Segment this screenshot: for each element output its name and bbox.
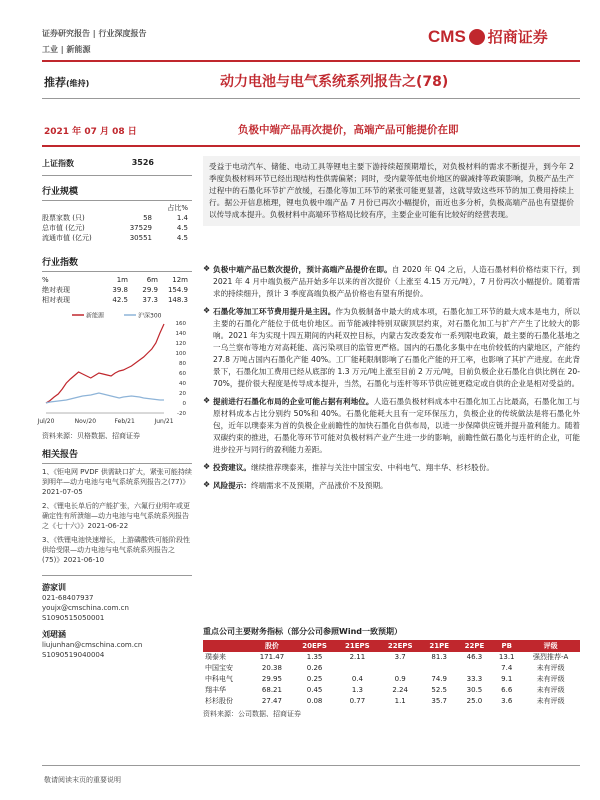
y-tick-label: 160 <box>175 321 186 327</box>
y-tick-label: 80 <box>179 361 186 367</box>
perf-col-head: 1m <box>116 276 128 284</box>
financial-table <box>203 640 580 707</box>
table-cell: 杉杉股份 <box>205 697 233 705</box>
sidebar <box>37 158 192 666</box>
report-title: 动力电池与电气系统系列报告之(78) <box>220 74 449 90</box>
related-title: 相关报告 <box>42 450 79 460</box>
y-tick-label: 100 <box>175 351 186 357</box>
table-cell: 3.7 <box>394 653 406 661</box>
report-type: 证券研究报告 | 行业深度报告 <box>42 29 147 38</box>
y-tick-label: 140 <box>175 331 186 337</box>
table-cell: 81.3 <box>431 653 447 661</box>
table-cell: 74.9 <box>431 675 447 683</box>
scale-row: 总市值 (亿元) 37529 4.5 <box>42 224 188 232</box>
table-cell: 未有评级 <box>536 664 565 672</box>
key-point <box>203 462 580 474</box>
table-header-cell: 22PE <box>457 640 492 652</box>
table-source: 资料来源：公司数据、招商证券 <box>203 710 301 718</box>
analysts <box>42 582 192 660</box>
table-cell: 6.6 <box>501 686 513 694</box>
table-header-cell: 22EPS <box>379 640 422 652</box>
bullet-icon: ❖ <box>203 264 211 273</box>
key-point-lead: 投资建议。 <box>213 463 251 472</box>
table-header-cell: 21EPS <box>336 640 379 652</box>
table-cell <box>336 663 379 674</box>
key-point-lead: 负极中端产品已数次提价，预计高端产品提价在即。 <box>213 265 392 274</box>
perf-table <box>42 285 192 305</box>
table-cell: 25.0 <box>466 697 483 705</box>
series-line-1 <box>46 393 164 403</box>
x-tick-label: Nov/20 <box>74 418 97 425</box>
table-row <box>203 663 580 674</box>
table-cell: 46.3 <box>466 653 483 661</box>
title-rule <box>42 98 580 99</box>
brand-logo: CMS 招商证券 <box>428 26 548 46</box>
key-point-text: 人造石墨负极材料成本中石墨化加工占比最高，石墨化加工与原材料成本占比分别约 50%和 40%。石墨化能耗大且有一定环保压力，负极企业的传统做法是将石墨化外包，近年以璞泰来为首的负极企业前瞻性的加快石墨化自供布局，以进一步保障供应链并提升盈利能力。随着双碳约束的推进，石墨化等环节可能对负极材料产业产生进一步的影响，前瞻性做石墨化与连杆的企业，可能进步拉开与同行的盈利能力差距。 <box>213 397 581 454</box>
financial-table-block <box>203 626 580 719</box>
key-point-text: 自 2020 年 Q4 之后，人造石墨材料价格结束下行，到 2021 年 4 月中端负极产品开始多年以来的首次提价（上涨至 4.15 万元/吨），7 月份再次小幅提价。随着需求的持续细升，预计 3 季度高端负极产品价格也有望有所提价。 <box>213 265 581 298</box>
perf-title: 行业指数 <box>42 258 79 268</box>
y-tick-label: 40 <box>179 381 186 387</box>
key-points <box>203 264 580 498</box>
y-tick-label: 20 <box>179 391 186 397</box>
key-point-text: 终端需求不及预期，产品涨价不及预期。 <box>250 481 388 490</box>
y-tick-label: -20 <box>177 411 186 417</box>
bullet-icon: ❖ <box>203 396 211 405</box>
table-cell: 1.3 <box>351 686 363 694</box>
table-cell: 中国宝安 <box>205 664 233 672</box>
y-tick-label: 120 <box>175 341 186 347</box>
legend-label: 沪深300 <box>138 312 162 320</box>
perf-col-head: 6m <box>146 276 158 284</box>
y-tick-label: 60 <box>179 371 186 377</box>
table-cell: 9.1 <box>501 675 513 683</box>
summary-text: 受益于电动汽车、储能、电动工具等锂电主要下游持续超预期增长，对负极材料的需求不断提升，到今年 2 季度负极材料环节已经出现结构性供需偏紧；同时，受内蒙等低电价地区的碳减排等政策影响，负极产品生产过程中的石墨化环节扩产放缓，石墨化等加工环节的紧张可能更显著，这就导致这些环节的加工费用持续上行。据公开信息梳理，锂电负极中端产品 7 月份已再次小幅提价，而近也多分析，负极高端产品也有望提价以传导成本提升。负极材料中高端环节格局比较有序，主要企业可能有比较好的经营表现。 <box>209 162 574 219</box>
table-cell: 35.7 <box>431 697 447 705</box>
index-row: 上证指数 3526 <box>42 158 154 168</box>
summary-box <box>203 156 580 226</box>
table-cell <box>457 663 492 674</box>
bullet-icon: ❖ <box>203 306 211 315</box>
table-cell: 27.47 <box>261 697 282 705</box>
table-caption: 重点公司主要财务指标（部分公司参照Wind一致预期） <box>203 627 402 636</box>
series-line-0 <box>46 324 164 403</box>
table-cell: 2.11 <box>349 653 366 661</box>
table-cell: 翔丰华 <box>205 686 226 694</box>
table-cell: 52.5 <box>431 686 447 694</box>
chart-source: 资料来源：贝格数据、招商证券 <box>42 432 140 440</box>
table-cell: 1.35 <box>306 653 323 661</box>
analyst-name: 刘珺涵 <box>42 630 66 639</box>
table-cell: 0.25 <box>306 675 323 683</box>
subtitle-rule <box>42 145 580 147</box>
sector-label: 工业 | 新能源 <box>42 45 91 54</box>
logo-mark-icon <box>469 29 485 45</box>
x-tick-label: Feb/21 <box>114 418 135 425</box>
key-point-text: 继续推荐璞泰来，推荐与关注中国宝安、中科电气、翔丰华、杉杉股份。 <box>250 463 494 472</box>
report-subtitle: 负极中端产品再次提价，高端产品可能提价在即 <box>238 124 459 136</box>
x-tick-label: Jun/21 <box>154 418 174 425</box>
key-point-text: 作为负极制备中最大的成本项，石墨化加工环节的最大成本是电力，所以主要的石墨化产能位于低电价地区。而节能减排特别双碳顶层约束，对石墨化加工与扩产产生了比较大的影响。2021 年为实现十四五期间的内耗双控目标，内蒙古发改委发布一系列限电政策，最主要的石墨化基地之一乌兰察布等地方对高耗能、高污染项目的监管更严格。国内的石墨化多集中在电价较低的内蒙地区，产能约 27.8 万吨占国内石墨化产能 40%。工厂能耗限制影响了石墨化产能的开工率，也影响了其扩产进度。在此背景下，石墨化加工费用已经从底部的 1.3 万元/吨上涨至目前 2 万元/吨，目前负极企业石墨化自供比例在 20-70%，提价很大程度是传导成本提升，当然，石墨化与连杆等环节供应链更稳定或自供的企业是相对受益的。 <box>213 307 581 388</box>
scale-head: 占比% <box>167 204 188 212</box>
table-cell: 30.5 <box>466 686 483 694</box>
table-row <box>203 674 580 685</box>
key-point <box>203 306 580 390</box>
key-point-lead: 提前进行石墨化布局的企业可能占据有利地位。 <box>213 397 374 406</box>
scale-row: 流通市值 (亿元) 30551 4.5 <box>42 234 188 242</box>
table-cell: 33.3 <box>466 675 483 683</box>
table-cell: 未有评级 <box>536 697 565 705</box>
bullet-icon: ❖ <box>203 462 211 471</box>
scale-row: 股票家数 (只) 58 1.4 <box>42 214 188 222</box>
table-row <box>203 696 580 707</box>
table-cell: 璞泰来 <box>205 653 226 661</box>
table-header-cell: 评级 <box>521 640 580 652</box>
footer-rule <box>42 765 580 766</box>
related-report-link[interactable]: 2、《锂电长单后的产能扩张，六氟行业明年或更确定性有所溃缩—动力电池与电气系统系列报告之《七十六》》2021-06-22 <box>42 502 190 530</box>
analyst-id: S1090515050001 <box>42 614 105 622</box>
table-header-cell: 股价 <box>251 640 293 652</box>
perf-row: 绝对表现 39.8 29.9 154.9 <box>42 286 188 294</box>
perf-col-head: 12m <box>172 276 188 284</box>
y-tick-label: 0 <box>182 401 186 407</box>
table-cell <box>379 663 422 674</box>
table-cell: 0.08 <box>306 697 323 705</box>
report-date: 2021 年 07 月 08 日 <box>44 127 137 137</box>
table-row <box>203 652 580 663</box>
key-point <box>203 264 580 300</box>
table-cell: 7.4 <box>501 664 513 672</box>
table-cell: 中科电气 <box>205 675 233 683</box>
table-cell: 0.77 <box>349 697 366 705</box>
rating: 推荐(维持) <box>44 76 90 89</box>
table-cell: 0.9 <box>394 675 406 683</box>
table-cell <box>422 663 457 674</box>
footer-note: 敬请阅读末页的重要说明 <box>44 776 121 784</box>
scale-table <box>42 213 192 243</box>
key-point <box>203 396 580 456</box>
bullet-icon: ❖ <box>203 480 211 489</box>
header-rule <box>42 60 580 62</box>
table-cell: 未有评级 <box>536 686 565 694</box>
table-cell: 3.6 <box>501 697 513 705</box>
table-cell: 171.47 <box>259 653 285 661</box>
analyst-name: 游家训 <box>42 583 66 592</box>
analyst <box>42 582 192 623</box>
table-cell: 13.1 <box>498 653 515 661</box>
key-point <box>203 480 580 492</box>
table-cell: 0.26 <box>306 664 323 672</box>
legend-label: 新能源 <box>86 312 105 320</box>
perf-row: 相对表现 42.5 37.3 148.3 <box>42 296 188 304</box>
table-cell: 68.21 <box>261 686 282 694</box>
industry-chart <box>37 309 188 429</box>
table-cell: 强烈推荐-A <box>532 653 569 661</box>
table-cell: 0.45 <box>306 686 323 694</box>
analyst-tel: 021-68407937 <box>42 594 94 602</box>
table-header-cell: 20EPS <box>293 640 336 652</box>
table-cell: 20.38 <box>261 664 282 672</box>
table-cell: 未有评级 <box>536 675 565 683</box>
analyst-email: youjx@cmschina.com.cn <box>42 604 129 612</box>
related-report-link[interactable]: 3、《铁锂电池快速增长，上游磷酸铁可能阶段性供给受限—动力电池与电气系统系列报告之(75)》2021-06-10 <box>42 536 190 564</box>
perf-col-head: % <box>42 276 49 284</box>
table-header-cell: PB <box>492 640 521 652</box>
x-tick-label: Jul/20 <box>37 418 55 425</box>
table-cell: 1.1 <box>394 697 406 705</box>
related-reports <box>42 467 192 565</box>
analyst-id: S1090519040004 <box>42 651 105 659</box>
table-row <box>203 685 580 696</box>
table-header-cell: 21PE <box>422 640 457 652</box>
table-cell: 2.24 <box>392 686 408 694</box>
analyst-email: liujunhan@cmschina.com.cn <box>42 641 143 649</box>
related-report-link[interactable]: 1、《钜电网 PVDF 供需缺口扩大，紧张可能持续到明年—动力电池与电气系统系列报告之(77)》2021-07-05 <box>42 468 192 496</box>
key-point-lead: 风险提示： <box>213 481 251 490</box>
table-cell: 0.4 <box>351 675 363 683</box>
table-cell: 29.95 <box>261 675 282 683</box>
table-header-cell <box>203 640 251 652</box>
analyst <box>42 629 192 660</box>
perf-head <box>42 275 192 285</box>
scale-title: 行业规模 <box>42 187 79 197</box>
key-point-lead: 石墨化等加工环节费用提升是主因。 <box>213 307 336 316</box>
